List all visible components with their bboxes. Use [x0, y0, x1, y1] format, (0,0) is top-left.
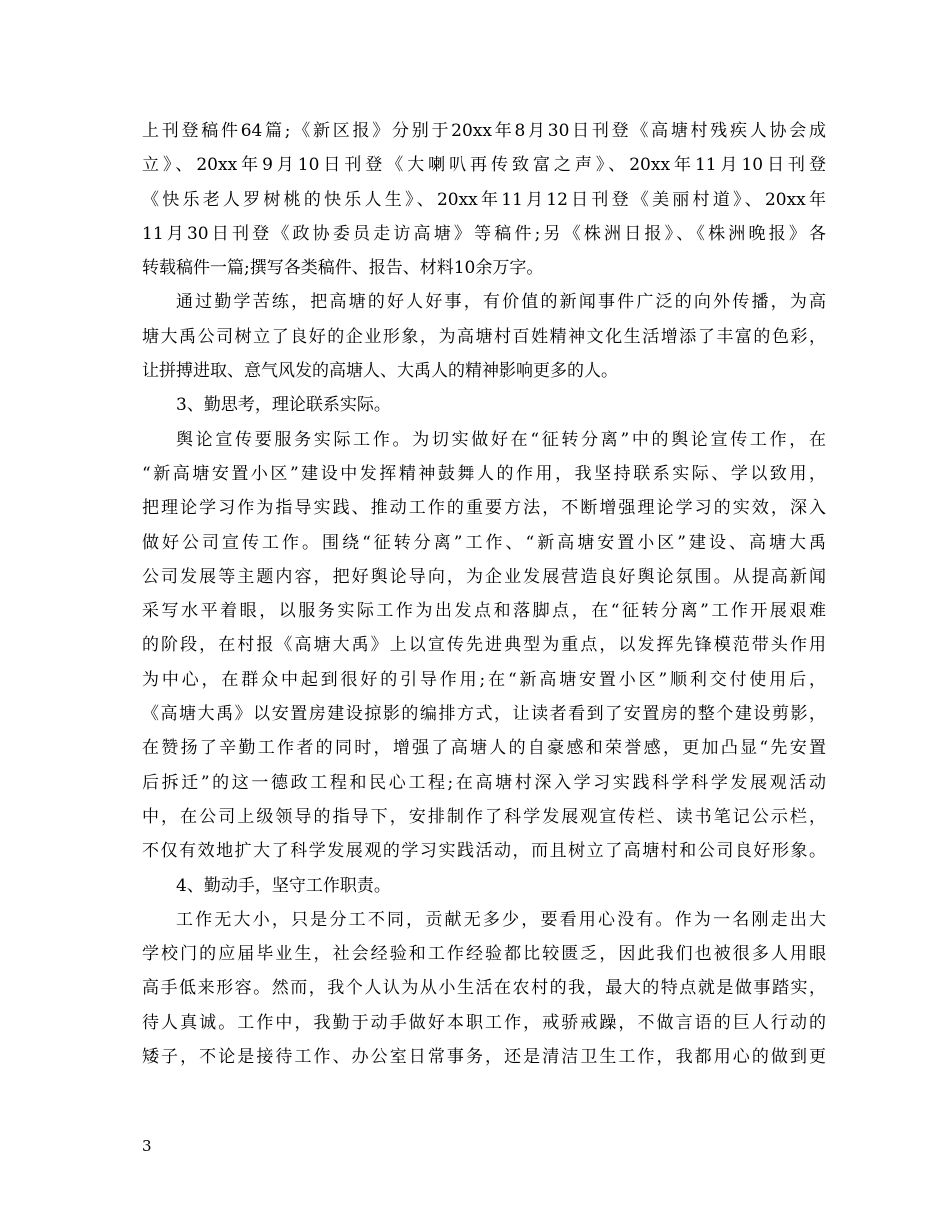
text-line: 上刊登稿件64篇;《新区报》分别于20xx年8月30日刊登《高塘村残疾人协会成 [142, 121, 826, 141]
text-line: 把理论学习作为指导实践、推动工作的重要方法，不断增强理论学习的实效，深入 [142, 498, 826, 519]
text-line: 的阶段，在村报《高塘大禹》上以宣传先进典型为重点，以发挥先锋模范带头作用 [142, 635, 826, 656]
text-line: 《快乐老人罗树桃的快乐人生》、20xx年11月12日刊登《美丽村道》、20xx年 [142, 189, 826, 210]
text-line: 不仅有效地扩大了科学发展观的学习实践活动，而且树立了高塘村和公司良好形象。 [142, 841, 826, 862]
text-line: 学校门的应届毕业生，社会经验和工作经验都比较匮乏，因此我们也被很多人用眼 [142, 944, 826, 965]
text-line: 11月30日刊登《政协委员走访高塘》等稿件;另《株洲日报》、《株洲晚报》各 [142, 223, 826, 244]
body-text [142, 114, 826, 1074]
text-line: 转载稿件一篇;撰写各类稿件、报告、材料10余万字。 [142, 258, 544, 279]
text-line: 立》、20xx年9月10日刊登《大喇叭再传致富之声》、20xx年11月10日刊登 [142, 155, 826, 176]
text-line: 塘大禹公司树立了良好的企业形象，为高塘村百姓精神文化生活增添了丰富的色彩， [142, 326, 826, 347]
text-line: 待人真诚。工作中，我勤于动手做好本职工作，戒骄戒躁，不做言语的巨人行动的 [142, 1012, 826, 1033]
text-line: 矮子，不论是接待工作、办公室日常事务，还是清洁卫生工作，我都用心的做到更 [142, 1047, 826, 1068]
text-line: 4、勤动手，坚守工作职责。 [176, 875, 391, 896]
text-line: 高手低来形容。然而，我个人认为从小生活在农村的我，最大的特点就是做事踏实， [142, 978, 826, 999]
text-line: 3、勤思考，理论联系实际。 [176, 395, 391, 416]
text-line: 中，在公司上级领导的指导下，安排制作了科学发展观宣传栏、读书笔记公示栏， [142, 806, 826, 827]
text-line: 通过勤学苦练，把高塘的好人好事，有价值的新闻事件广泛的向外传播，为高 [176, 292, 826, 313]
text-line: 在赞扬了辛勤工作者的同时，增强了高塘人的自豪感和荣誉感，更加凸显“先安置 [142, 738, 826, 759]
text-line: 做好公司宣传工作。围绕“征转分离”工作、“新高塘安置小区”建设、高塘大禹 [142, 532, 826, 553]
page-number: 3 [142, 1137, 152, 1155]
text-line: 采写水平着眼，以服务实际工作为出发点和落脚点，在“征转分离”工作开展艰难 [142, 601, 826, 622]
text-line: 《高塘大禹》以安置房建设掠影的编排方式，让读者看到了安置房的整个建设剪影， [142, 704, 826, 725]
text-line: 让拼搏进取、意气风发的高塘人、大禹人的精神影响更多的人。 [142, 361, 618, 382]
text-line: 公司发展等主题内容，把好舆论导向，为企业发展营造良好舆论氛围。从提高新闻 [142, 566, 826, 587]
text-line: 为中心，在群众中起到很好的引导作用;在“新高塘安置小区”顺利交付使用后， [142, 669, 826, 690]
text-line: 工作无大小，只是分工不同，贡献无多少，要看用心没有。作为一名刚走出大 [176, 909, 826, 930]
text-line: “新高塘安置小区”建设中发挥精神鼓舞人的作用，我坚持联系实际、学以致用， [142, 463, 826, 484]
text-line: 舆论宣传要服务实际工作。为切实做好在“征转分离”中的舆论宣传工作，在 [176, 429, 826, 450]
text-line: 后拆迁”的这一德政工程和民心工程;在高塘村深入学习实践科学科学发展观活动 [142, 772, 826, 793]
